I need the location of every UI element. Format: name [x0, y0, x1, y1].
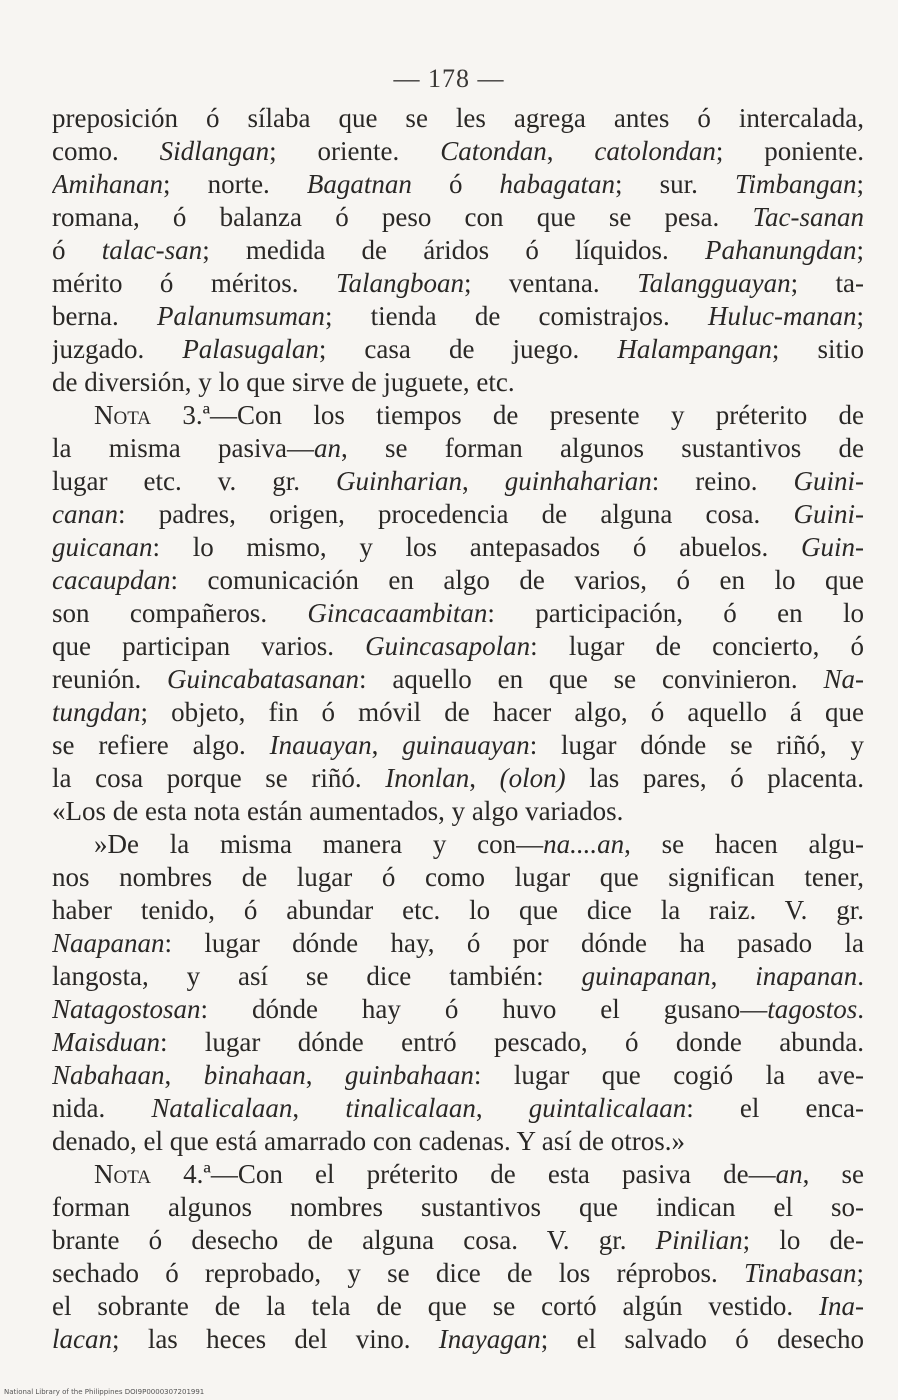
text-run: : participación, ó en lo: [487, 598, 864, 628]
text-line: [52, 135, 864, 168]
italic-term: guinapanan: [581, 961, 711, 991]
italic-term: Inayagan: [438, 1324, 541, 1354]
italic-term: Talangguayan: [637, 268, 791, 298]
text-line: [52, 399, 864, 432]
italic-term: Palasugalan: [182, 334, 319, 364]
text-run: : lugar dónde entró pescado, ó donde abunda.: [160, 1027, 864, 1057]
text-line: [52, 927, 864, 960]
text-line: [52, 564, 864, 597]
text-run: langosta, y así se dice también:: [52, 961, 582, 991]
text-run: ; oriente.: [269, 136, 441, 166]
text-line: [52, 102, 864, 135]
text-run: ; ta-: [790, 268, 864, 298]
text-line: [52, 498, 864, 531]
italic-term: Palanumsuman: [156, 301, 325, 331]
text-run: ; ventana.: [464, 268, 638, 298]
italic-term: Inauayan: [269, 730, 372, 760]
italic-term: Na-: [823, 664, 864, 694]
text-run: ó: [411, 169, 500, 199]
text-run: ; medida de áridos ó líquidos.: [202, 235, 705, 265]
italic-term: an: [775, 1159, 803, 1189]
italic-term: talac-san: [101, 235, 203, 265]
text-line: [52, 1323, 864, 1356]
italic-term: Guini-: [793, 466, 864, 496]
text-run: berna.: [52, 301, 157, 331]
italic-term: habagatan: [499, 169, 616, 199]
italic-term: guicanan: [52, 532, 153, 562]
text-run: : lugar de concierto, ó: [530, 631, 864, 661]
text-run: ; el salvado ó desecho: [540, 1324, 864, 1354]
italic-term: an: [313, 433, 341, 463]
text-run: , se hacen algu-: [624, 829, 864, 859]
text-run: ; las heces del vino.: [112, 1324, 439, 1354]
body-text: [52, 102, 864, 1356]
text-run: romana, ó balanza ó peso con que se pesa.: [52, 202, 753, 232]
text-run: : dónde hay ó huvo el gusano—: [200, 994, 768, 1024]
text-line: [52, 1158, 864, 1191]
text-run: : reino.: [651, 466, 794, 496]
text-run: «Los de esta nota están aumentados, y algo variados.: [52, 796, 624, 826]
italic-term: Natalicalaan: [151, 1093, 293, 1123]
text-run: ; tienda de comistrajos.: [324, 301, 708, 331]
italic-term: Guinharian: [335, 466, 462, 496]
italic-term: Gincacaambitan: [307, 598, 488, 628]
text-line: [52, 894, 864, 927]
text-run: ó: [52, 235, 102, 265]
italic-term: Amihanan: [52, 169, 163, 199]
text-run: lugar etc. v. gr.: [52, 466, 336, 496]
text-run: ,: [292, 1093, 346, 1123]
text-line: [52, 300, 864, 333]
italic-term: Guini-: [793, 499, 864, 529]
italic-term: Sidlangan: [159, 136, 270, 166]
italic-term: Nabahaan: [52, 1060, 165, 1090]
italic-term: cacaupdan: [52, 565, 171, 595]
text-line: [52, 663, 864, 696]
italic-term: Naapanan: [52, 928, 165, 958]
text-run: , se: [802, 1159, 864, 1189]
text-run: ; norte.: [163, 169, 307, 199]
italic-term: (olon): [499, 763, 566, 793]
text-run: ,: [710, 961, 756, 991]
text-line: [52, 432, 864, 465]
text-run: brante ó desecho de alguna cosa. V. gr.: [52, 1225, 656, 1255]
text-run: , se forman algunos sustantivos de: [340, 433, 864, 463]
italic-term: guinauayan: [402, 730, 530, 760]
text-run: .: [857, 994, 864, 1024]
text-run: ; objeto, fin ó móvil de hacer algo, ó aquello á que: [140, 697, 864, 727]
text-line: [52, 762, 864, 795]
italic-term: Catondan: [440, 136, 547, 166]
text-line: [52, 597, 864, 630]
text-run: ; sitio: [771, 334, 864, 364]
text-line: [52, 861, 864, 894]
text-line: [52, 267, 864, 300]
scan-footer: National Library of the Philippines DOI9P0000307201991: [4, 1388, 205, 1396]
italic-term: tinalicalaan: [345, 1093, 476, 1123]
text-line: [52, 1059, 864, 1092]
italic-term: catolondan: [594, 136, 716, 166]
text-run: : comunicación en algo de varios, ó en lo que: [170, 565, 864, 595]
text-run: : padres, origen, procedencia de alguna cosa.: [117, 499, 794, 529]
text-line: [52, 1290, 864, 1323]
text-run: las pares, ó placenta.: [565, 763, 864, 793]
text-run: ; casa de juego.: [318, 334, 618, 364]
italic-term: Pahanungdan: [705, 235, 857, 265]
text-line: [52, 366, 864, 399]
italic-term: Timbangan: [734, 169, 857, 199]
text-line: [52, 1092, 864, 1125]
text-line: [52, 696, 864, 729]
text-run: haber tenido, ó abundar etc. lo que dice la raiz. V. gr.: [52, 895, 864, 925]
text-run: ;: [856, 235, 864, 265]
text-run: ,: [469, 763, 500, 793]
text-run: : lugar dónde hay, ó por dónde ha pasado la: [164, 928, 864, 958]
text-line: [52, 168, 864, 201]
text-line: [52, 1026, 864, 1059]
italic-term: Maisduan: [52, 1027, 160, 1057]
italic-term: Inonlan: [385, 763, 470, 793]
text-run: nida.: [52, 1093, 152, 1123]
text-run: ,: [475, 1093, 529, 1123]
text-run: de diversión, y lo que sirve de juguete, etc.: [52, 367, 515, 397]
page-number: — 178 —: [393, 64, 505, 93]
text-run: 3.ª—Con los tiempos de presente y préterito de: [151, 400, 864, 430]
text-line: [52, 234, 864, 267]
text-line: [52, 828, 864, 861]
text-run: denado, el que está amarrado con cadenas. Y así de otros.»: [52, 1126, 685, 1156]
italic-term: Huluc-manan: [708, 301, 857, 331]
text-run: reunión.: [52, 664, 168, 694]
text-run: ; lo de-: [742, 1225, 864, 1255]
text-line: [52, 729, 864, 762]
italic-term: lacan: [52, 1324, 112, 1354]
text-run: : lo mismo, y los antepasados ó abuelos.: [152, 532, 801, 562]
italic-term: guintalicalaan: [528, 1093, 687, 1123]
italic-term: Tac-sanan: [752, 202, 864, 232]
text-run: ;: [856, 169, 864, 199]
text-run: .: [857, 961, 864, 991]
italic-term: tungdan: [52, 697, 141, 727]
text-run: 4.ª—Con el préterito de esta pasiva de—: [151, 1159, 776, 1189]
italic-term: Guincabatasanan: [167, 664, 360, 694]
italic-term: Halampangan: [617, 334, 772, 364]
text-run: nos nombres de lugar ó como lugar que significan tener,: [52, 862, 864, 892]
italic-term: na....an: [543, 829, 625, 859]
text-line: [52, 201, 864, 234]
italic-term: inapanan: [755, 961, 858, 991]
text-line: [52, 960, 864, 993]
text-run: : lugar dónde se riñó, y: [529, 730, 864, 760]
text-line: [52, 1224, 864, 1257]
italic-term: canan: [52, 499, 118, 529]
text-run: ;: [856, 301, 864, 331]
text-run: como.: [52, 136, 160, 166]
text-run: ;: [856, 1258, 864, 1288]
text-run: juzgado.: [52, 334, 183, 364]
text-run: la misma pasiva—: [52, 433, 314, 463]
text-run: ,: [546, 136, 595, 166]
text-run: ; sur.: [615, 169, 735, 199]
italic-term: Pinilian: [655, 1225, 743, 1255]
text-run: la cosa porque se riñó.: [52, 763, 386, 793]
text-run: preposición ó sílaba que se les agrega antes ó intercalada,: [52, 103, 864, 133]
text-run: mérito ó méritos.: [52, 268, 336, 298]
text-line: [52, 630, 864, 663]
text-line: [52, 1257, 864, 1290]
italic-term: guinbahaan: [344, 1060, 474, 1090]
italic-term: Guin-: [801, 532, 864, 562]
text-run: »De la misma manera y con—: [94, 829, 544, 859]
italic-term: Ina-: [819, 1291, 864, 1321]
text-run: sechado ó reprobado, y se dice de los réprobos.: [52, 1258, 744, 1288]
italic-term: Tinabasan: [743, 1258, 857, 1288]
text-run: ,: [371, 730, 403, 760]
text-run: Nota: [94, 1159, 152, 1189]
text-run: Nota: [94, 400, 152, 430]
text-run: se refiere algo.: [52, 730, 270, 760]
text-line: [52, 795, 864, 828]
text-run: : lugar que cogió la ave-: [473, 1060, 864, 1090]
text-line: [52, 531, 864, 564]
text-run: : aquello en que se convinieron.: [359, 664, 824, 694]
text-run: ,: [305, 1060, 345, 1090]
italic-term: tagostos: [767, 994, 858, 1024]
text-line: [52, 1125, 864, 1158]
text-line: [52, 465, 864, 498]
text-line: [52, 1191, 864, 1224]
italic-term: Talangboan: [335, 268, 465, 298]
italic-term: Guincasapolan: [365, 631, 531, 661]
text-run: : el enca-: [686, 1093, 864, 1123]
text-run: ,: [461, 466, 505, 496]
italic-term: guinhaharian: [504, 466, 652, 496]
text-run: forman algunos nombres sustantivos que indican el so-: [52, 1192, 864, 1222]
text-line: [52, 993, 864, 1026]
text-run: ,: [164, 1060, 204, 1090]
italic-term: Natagostosan: [52, 994, 201, 1024]
italic-term: Bagatnan: [306, 169, 412, 199]
text-run: son compañeros.: [52, 598, 308, 628]
text-run: ; poniente.: [715, 136, 864, 166]
text-run: el sobrante de la tela de que se cortó algún vestido.: [52, 1291, 820, 1321]
text-run: que participan varios.: [52, 631, 366, 661]
text-line: [52, 333, 864, 366]
italic-term: binahaan: [203, 1060, 306, 1090]
